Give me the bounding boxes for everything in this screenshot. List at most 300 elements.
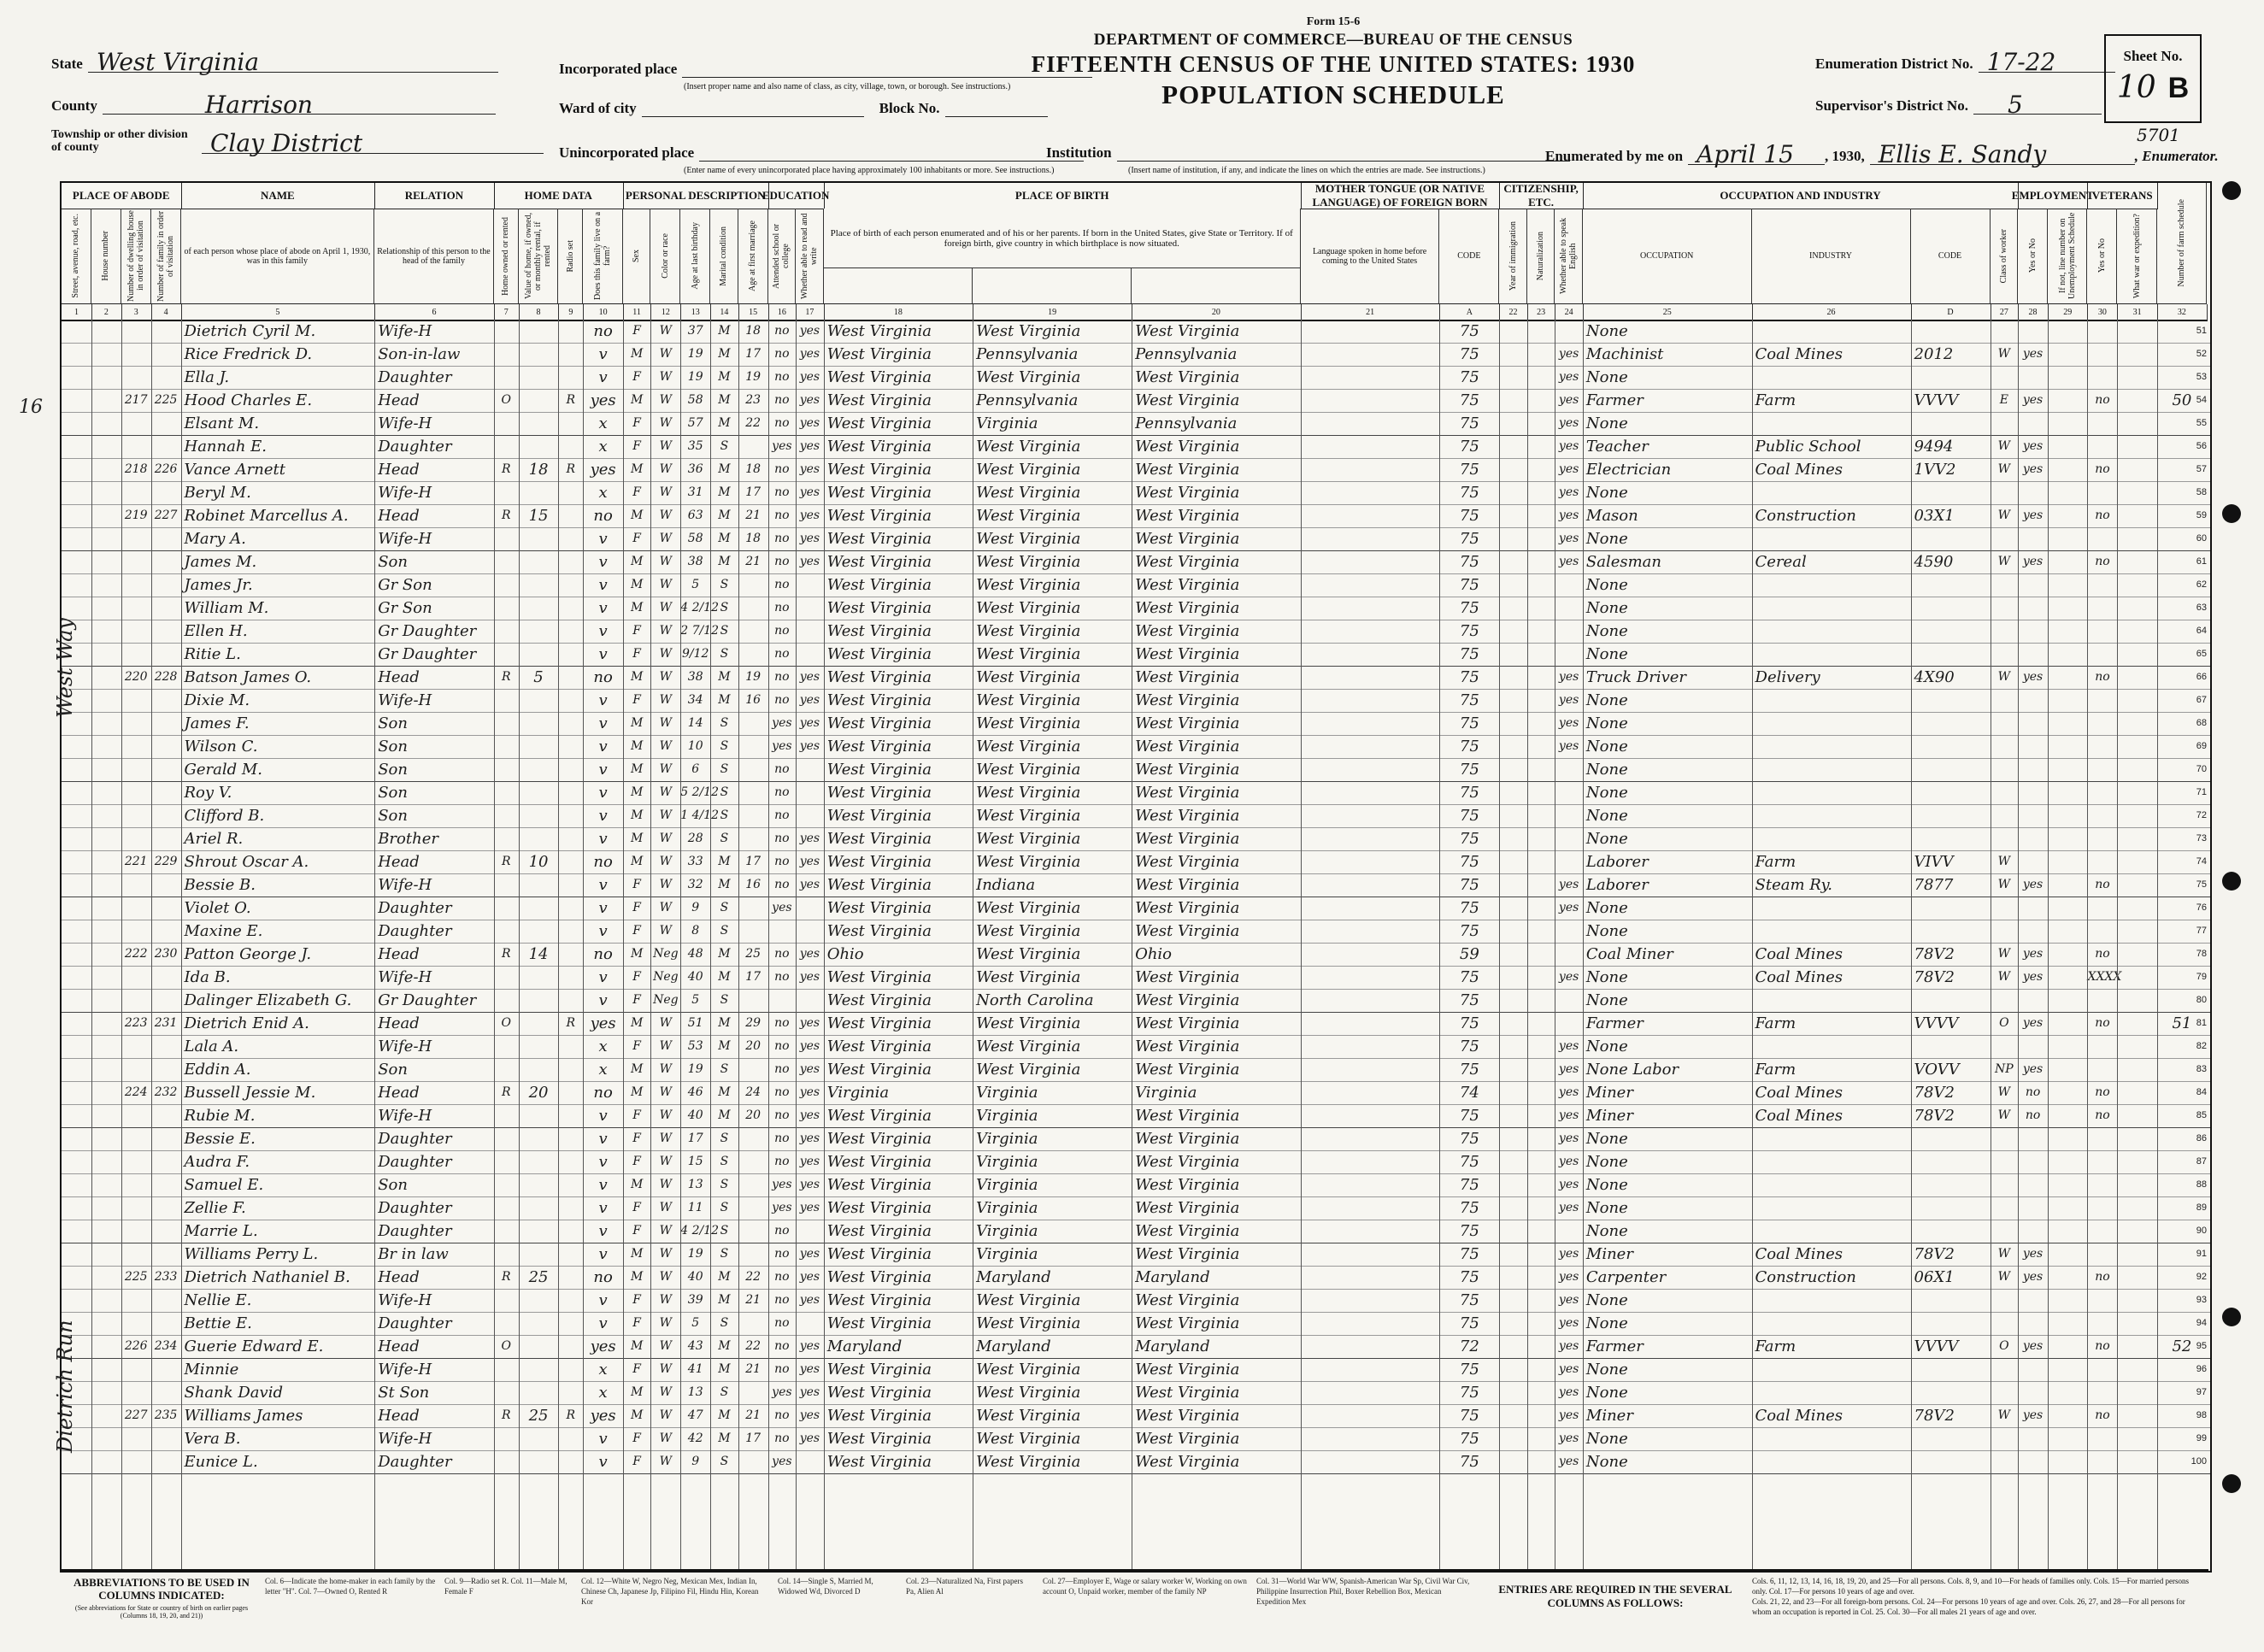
cell-mpob: West Virginia bbox=[1135, 714, 1240, 732]
cell-fpob: West Virginia bbox=[976, 899, 1081, 917]
line-number: 81 bbox=[2196, 1018, 2207, 1028]
line-number: 51 bbox=[2196, 326, 2207, 336]
cell-pob: West Virginia bbox=[826, 876, 932, 894]
cell-eng: yes bbox=[1558, 739, 1579, 753]
cell-pob: West Virginia bbox=[826, 668, 932, 686]
cell-sch: no bbox=[774, 1316, 790, 1330]
cell-fpob: West Virginia bbox=[976, 922, 1081, 940]
cell-mpob: West Virginia bbox=[1135, 668, 1240, 686]
table-row bbox=[62, 666, 2210, 690]
cell-vet: no bbox=[2095, 1085, 2110, 1099]
line-number: 71 bbox=[2196, 787, 2207, 797]
cell-cls: W bbox=[1997, 878, 2011, 891]
cell-eng: yes bbox=[1558, 1132, 1579, 1145]
cell-code: 75 bbox=[1459, 530, 1479, 548]
cell-race: W bbox=[659, 1016, 673, 1030]
cell-sex: F bbox=[632, 439, 641, 453]
cell-ocode: VVVV bbox=[1914, 1014, 1959, 1032]
abbreviations-note: (See abbreviations for State or country of birth on earlier pages (Columns 18, 19, 20, and 21)) bbox=[74, 1604, 249, 1620]
cell-emp: yes bbox=[2022, 393, 2043, 407]
cell-mpob: West Virginia bbox=[1135, 391, 1240, 409]
cell-pob: West Virginia bbox=[826, 461, 932, 479]
cell-code: 75 bbox=[1459, 1314, 1479, 1332]
abbreviations-title bbox=[72, 1576, 251, 1620]
cell-occ: Electrician bbox=[1585, 461, 1672, 479]
cell-code: 75 bbox=[1459, 899, 1479, 917]
column-header bbox=[1301, 209, 1440, 304]
cell-val: 15 bbox=[528, 507, 549, 525]
cell-dw: 220 bbox=[124, 670, 148, 684]
cell-agem: 22 bbox=[745, 1339, 762, 1353]
line-number: 64 bbox=[2196, 626, 2207, 636]
cell-code: 75 bbox=[1459, 1384, 1479, 1402]
cell-mar: M bbox=[718, 416, 731, 430]
cell-age: 43 bbox=[687, 1339, 703, 1353]
cell-race: W bbox=[659, 393, 673, 407]
cell-sch: no bbox=[774, 555, 790, 568]
column-number: 3 bbox=[121, 304, 152, 321]
table-row bbox=[62, 781, 2210, 805]
cell-rel: Son bbox=[378, 1061, 408, 1079]
cell-mar: M bbox=[718, 1270, 731, 1284]
cell-read: yes bbox=[799, 693, 820, 707]
cell-mar: S bbox=[720, 716, 729, 730]
cell-mar: M bbox=[718, 855, 731, 868]
cell-age: 51 bbox=[687, 1016, 703, 1030]
cell-occ: None bbox=[1585, 1153, 1628, 1171]
cell-read: yes bbox=[799, 1155, 820, 1168]
cell-sex: F bbox=[632, 1293, 641, 1307]
cell-read: yes bbox=[799, 1178, 820, 1191]
cell-name: Ellen H. bbox=[184, 622, 248, 640]
cell-read: yes bbox=[799, 1062, 820, 1076]
incorporated-label: Incorporated place bbox=[559, 61, 678, 77]
block-value-line bbox=[945, 99, 1048, 117]
cell-age: 5 bbox=[691, 578, 700, 591]
cell-emp: yes bbox=[2022, 878, 2043, 891]
cell-code: 75 bbox=[1459, 1176, 1479, 1194]
cell-code: 75 bbox=[1459, 599, 1479, 617]
cell-sch: no bbox=[774, 855, 790, 868]
table-row bbox=[62, 804, 2210, 828]
cell-farm: v bbox=[598, 645, 608, 663]
cell-code: 75 bbox=[1459, 622, 1479, 640]
cell-val: 20 bbox=[528, 1084, 549, 1102]
cell-name: William M. bbox=[184, 599, 269, 617]
cell-agem: 16 bbox=[745, 878, 762, 891]
cell-sch: yes bbox=[772, 1178, 792, 1191]
line-number: 59 bbox=[2196, 510, 2207, 520]
cell-farm: v bbox=[598, 1153, 608, 1171]
cell-cls: W bbox=[1997, 947, 2011, 961]
cell-rel: Br in law bbox=[378, 1245, 449, 1263]
cell-fam: 229 bbox=[154, 855, 178, 868]
cell-ocode: 06X1 bbox=[1914, 1268, 1955, 1286]
cell-rel: Son bbox=[378, 714, 408, 732]
cell-eng: yes bbox=[1558, 393, 1579, 407]
cell-eng: yes bbox=[1558, 1362, 1579, 1376]
table-row bbox=[62, 643, 2210, 667]
column-rule bbox=[583, 320, 584, 1571]
cell-fpob: Virginia bbox=[976, 1222, 1038, 1240]
table-row bbox=[62, 1289, 2210, 1313]
cell-fpob: West Virginia bbox=[976, 645, 1081, 663]
cell-sch: no bbox=[774, 416, 790, 430]
cell-agem: 25 bbox=[745, 947, 762, 961]
cell-sch: no bbox=[774, 1247, 790, 1261]
cell-agem: 19 bbox=[745, 370, 762, 384]
table-row bbox=[62, 573, 2210, 597]
cell-farm: v bbox=[598, 1176, 608, 1194]
cell-occ: Machinist bbox=[1585, 345, 1664, 363]
cell-sch: no bbox=[774, 878, 790, 891]
entries-required-title: ENTRIES ARE REQUIRED IN THE SEVERAL COLUMNS AS FOLLOWS: bbox=[1498, 1583, 1732, 1609]
column-group-header: EMPLOYMENT bbox=[2018, 183, 2088, 209]
cell-code: 75 bbox=[1459, 1130, 1479, 1148]
table-row bbox=[62, 481, 2210, 505]
column-header-text: Relationship of this person to the head of the family bbox=[377, 246, 491, 266]
cell-code: 75 bbox=[1459, 968, 1479, 986]
column-header bbox=[710, 209, 738, 304]
sheet-letter: B bbox=[2167, 72, 2190, 104]
table-row bbox=[62, 1335, 2210, 1359]
institution-instructions: (Insert name of institution, if any, and indicate the lines on which the entries are made. See instructions.) bbox=[1128, 166, 1485, 175]
cell-sch: no bbox=[774, 462, 790, 476]
stamp-number: 5701 bbox=[2137, 125, 2180, 145]
cell-age: 17 bbox=[687, 1132, 703, 1145]
cell-rel: Daughter bbox=[378, 922, 452, 940]
cell-age: 9 bbox=[691, 1455, 700, 1468]
column-header-text: Year of immigration bbox=[1508, 220, 1518, 291]
cell-fam: 232 bbox=[154, 1085, 178, 1099]
cell-ind: Coal Mines bbox=[1755, 1245, 1844, 1263]
cell-ocode: 4X90 bbox=[1914, 668, 1955, 686]
cell-rel: Daughter bbox=[378, 1222, 452, 1240]
table-row bbox=[62, 343, 2210, 367]
column-number: 26 bbox=[1752, 304, 1912, 321]
cell-code: 74 bbox=[1459, 1084, 1479, 1102]
column-header bbox=[1991, 209, 2019, 304]
column-header bbox=[1752, 209, 1911, 304]
column-number: 21 bbox=[1301, 304, 1441, 321]
cell-name: Zellie F. bbox=[184, 1199, 246, 1217]
table-row bbox=[62, 1058, 2210, 1082]
cell-mar: M bbox=[718, 485, 731, 499]
cell-vet: no bbox=[2095, 1016, 2110, 1030]
cell-vet: no bbox=[2095, 947, 2110, 961]
cell-farm: x bbox=[598, 1061, 608, 1079]
enum-district-label: Enumeration District No. bbox=[1815, 56, 1973, 72]
cell-eng: yes bbox=[1558, 1062, 1579, 1076]
cell-mpob: West Virginia bbox=[1135, 1245, 1240, 1263]
cell-read: yes bbox=[799, 509, 820, 522]
cell-sch: no bbox=[774, 1339, 790, 1353]
cell-emp: yes bbox=[2022, 1062, 2043, 1076]
cell-age: 4 2/12 bbox=[680, 601, 720, 614]
cell-fpob: West Virginia bbox=[976, 599, 1081, 617]
cell-sex: F bbox=[632, 1316, 641, 1330]
cell-fpob: West Virginia bbox=[976, 507, 1081, 525]
cell-mar: M bbox=[718, 393, 731, 407]
cell-code: 75 bbox=[1459, 738, 1479, 755]
cell-dw: 225 bbox=[124, 1270, 148, 1284]
cell-sex: F bbox=[632, 647, 641, 661]
cell-fpob: West Virginia bbox=[976, 368, 1081, 386]
column-header bbox=[796, 209, 824, 304]
cell-val: 5 bbox=[533, 668, 544, 686]
column-header-text: Radio set bbox=[565, 239, 575, 273]
cell-code: 75 bbox=[1459, 1268, 1479, 1286]
cell-rel: Head bbox=[378, 507, 420, 525]
cell-cls: W bbox=[1997, 855, 2011, 868]
cell-occ: None bbox=[1585, 1453, 1628, 1471]
supervisor-label: Supervisor's District No. bbox=[1815, 97, 1968, 114]
cell-ocode: 03X1 bbox=[1914, 507, 1955, 525]
cell-mar: M bbox=[718, 1016, 731, 1030]
cell-pob: West Virginia bbox=[826, 1291, 932, 1309]
cell-name: Rubie M. bbox=[184, 1107, 256, 1125]
cell-mar: S bbox=[720, 993, 729, 1007]
cell-eng: yes bbox=[1558, 1155, 1579, 1168]
cell-sch: no bbox=[774, 647, 790, 661]
cell-name: Beryl M. bbox=[184, 484, 251, 502]
cell-eng: yes bbox=[1558, 509, 1579, 522]
cell-radio: R bbox=[566, 462, 576, 476]
cell-eng: yes bbox=[1558, 462, 1579, 476]
cell-rel: Head bbox=[378, 461, 420, 479]
cell-rel: Daughter bbox=[378, 1130, 452, 1148]
punch-hole bbox=[2222, 1474, 2241, 1493]
cell-farm: no bbox=[593, 945, 613, 963]
cell-code: 75 bbox=[1459, 438, 1479, 456]
cell-cls: W bbox=[1997, 555, 2011, 568]
table-row bbox=[62, 735, 2210, 759]
supervisor-value: 5 bbox=[1973, 91, 2102, 115]
cell-mar: M bbox=[718, 970, 731, 984]
table-row bbox=[62, 989, 2210, 1013]
cell-agem: 21 bbox=[745, 509, 762, 522]
cell-code: 75 bbox=[1459, 991, 1479, 1009]
cell-fpob: West Virginia bbox=[976, 438, 1081, 456]
cell-emp: yes bbox=[2022, 555, 2043, 568]
cell-mar: M bbox=[718, 1039, 731, 1053]
cell-fam: 233 bbox=[154, 1270, 178, 1284]
cell-fpob: West Virginia bbox=[976, 668, 1081, 686]
column-number: 22 bbox=[1499, 304, 1528, 321]
cell-sex: F bbox=[632, 1039, 641, 1053]
table-row bbox=[62, 1358, 2210, 1382]
cell-mpob: West Virginia bbox=[1135, 1130, 1240, 1148]
cell-ind: Coal Mines bbox=[1755, 1407, 1844, 1425]
cell-fpob: West Virginia bbox=[976, 1038, 1081, 1055]
column-number: 31 bbox=[2117, 304, 2158, 321]
column-rule bbox=[1527, 320, 1528, 1571]
line-number: 91 bbox=[2196, 1249, 2207, 1259]
cell-rel: Wife-H bbox=[378, 1291, 432, 1309]
cell-cls: O bbox=[1999, 1339, 2009, 1353]
column-group-header: PLACE OF ABODE bbox=[62, 183, 182, 209]
cell-age: 15 bbox=[687, 1155, 703, 1168]
column-number: 8 bbox=[519, 304, 560, 321]
column-number: D bbox=[1911, 304, 1991, 321]
cell-read: yes bbox=[799, 485, 820, 499]
cell-race: W bbox=[659, 601, 673, 614]
cell-read: yes bbox=[799, 716, 820, 730]
cell-name: Batson James O. bbox=[184, 668, 312, 686]
line-number: 95 bbox=[2196, 1341, 2207, 1351]
cell-name: Williams James bbox=[184, 1407, 303, 1425]
cell-ind: Construction bbox=[1755, 1268, 1856, 1286]
cell-mar: M bbox=[718, 1362, 731, 1376]
cell-fpob: West Virginia bbox=[976, 1014, 1081, 1032]
cell-read: yes bbox=[799, 439, 820, 453]
cell-fpob: West Virginia bbox=[976, 461, 1081, 479]
cell-val: 14 bbox=[528, 945, 549, 963]
entries-required-notes bbox=[1752, 1576, 2196, 1617]
cell-sch: no bbox=[774, 485, 790, 499]
cell-eng: yes bbox=[1558, 347, 1579, 361]
cell-fpob: Virginia bbox=[976, 414, 1038, 432]
sheet-label: Sheet No. bbox=[2123, 48, 2183, 64]
table-row bbox=[62, 458, 2210, 482]
cell-code: 75 bbox=[1459, 345, 1479, 363]
cell-mpob: West Virginia bbox=[1135, 853, 1240, 871]
cell-rel: Son bbox=[378, 784, 408, 802]
cell-sch: yes bbox=[772, 1385, 792, 1399]
cell-race: W bbox=[659, 1155, 673, 1168]
cell-age: 40 bbox=[687, 970, 703, 984]
cell-cls: NP bbox=[1994, 1062, 2014, 1076]
table-row bbox=[62, 920, 2210, 944]
cell-code: 75 bbox=[1459, 1245, 1479, 1263]
column-header-text: Marital condition bbox=[719, 226, 729, 286]
enumerated-label: Enumerated by me on bbox=[1545, 148, 1684, 164]
street-note-dietrich-run: Dietrich Run bbox=[53, 1320, 77, 1453]
table-row bbox=[62, 1127, 2210, 1151]
column-header-text: CODE bbox=[1457, 251, 1481, 261]
line-number: 75 bbox=[2196, 879, 2207, 890]
cell-age: 5 2/12 bbox=[680, 785, 720, 799]
table-row bbox=[62, 873, 2210, 897]
cell-farm: yes bbox=[590, 1014, 616, 1032]
cell-sch: no bbox=[774, 532, 790, 545]
cell-farm: v bbox=[598, 553, 608, 571]
cell-pob: West Virginia bbox=[826, 853, 932, 871]
cell-read: yes bbox=[799, 832, 820, 845]
cell-vet: no bbox=[2095, 1339, 2110, 1353]
column-header bbox=[1911, 209, 1991, 304]
column-number: 25 bbox=[1583, 304, 1753, 321]
cell-sex: M bbox=[630, 947, 644, 961]
table-row bbox=[62, 1012, 2210, 1036]
cell-rel: Wife-H bbox=[378, 968, 432, 986]
column-header bbox=[374, 209, 494, 304]
cell-pob: West Virginia bbox=[826, 553, 932, 571]
cell-own: O bbox=[501, 393, 511, 407]
cell-occ: None bbox=[1585, 1430, 1628, 1448]
cell-farm: v bbox=[598, 1430, 608, 1448]
cell-pob: West Virginia bbox=[826, 1222, 932, 1240]
cell-fam: 231 bbox=[154, 1016, 178, 1030]
line-number: 61 bbox=[2196, 556, 2207, 567]
cell-farm: x bbox=[598, 1384, 608, 1402]
cell-own: R bbox=[501, 670, 511, 684]
cell-rel: Son bbox=[378, 553, 408, 571]
cell-pob: West Virginia bbox=[826, 1130, 932, 1148]
line-number: 87 bbox=[2196, 1156, 2207, 1167]
line-number: 82 bbox=[2196, 1041, 2207, 1051]
cell-eng: yes bbox=[1558, 1039, 1579, 1053]
column-header-text: Value of home, if owned, or monthly rental, if rented bbox=[524, 212, 553, 300]
line-number: 52 bbox=[2196, 349, 2207, 359]
cell-farm: v bbox=[598, 968, 608, 986]
cell-race: W bbox=[659, 693, 673, 707]
cell-mar: S bbox=[720, 739, 729, 753]
cell-mpob: West Virginia bbox=[1135, 738, 1240, 755]
cell-rel: Son-in-law bbox=[378, 345, 461, 363]
cell-dw: 227 bbox=[124, 1408, 148, 1422]
cell-sex: F bbox=[632, 693, 641, 707]
cell-name: Mary A. bbox=[184, 530, 246, 548]
cell-race: W bbox=[659, 1062, 673, 1076]
cell-fpob: Maryland bbox=[976, 1337, 1051, 1355]
cell-rel: Wife-H bbox=[378, 530, 432, 548]
cell-rel: Wife-H bbox=[378, 1038, 432, 1055]
line-number: 77 bbox=[2196, 926, 2207, 936]
line-number: 88 bbox=[2196, 1179, 2207, 1190]
column-rule bbox=[650, 320, 651, 1571]
column-number: 24 bbox=[1555, 304, 1584, 321]
cell-age: 4 2/12 bbox=[680, 1224, 720, 1238]
cell-race: W bbox=[659, 1201, 673, 1214]
column-number: 5 bbox=[181, 304, 376, 321]
township-value: Clay District bbox=[202, 129, 544, 154]
cell-rel: Son bbox=[378, 1176, 408, 1194]
cell-pob: West Virginia bbox=[826, 576, 932, 594]
column-header bbox=[494, 209, 519, 304]
cell-own: O bbox=[501, 1339, 511, 1353]
cell-fpob: West Virginia bbox=[976, 1361, 1081, 1379]
table-row bbox=[62, 943, 2210, 967]
cell-pob: West Virginia bbox=[826, 1453, 932, 1471]
cell-code: 75 bbox=[1459, 1453, 1479, 1471]
punch-hole bbox=[2222, 181, 2241, 200]
cell-code: 72 bbox=[1459, 1337, 1479, 1355]
cell-age: 58 bbox=[687, 532, 703, 545]
line-number: 62 bbox=[2196, 579, 2207, 590]
cell-name: Shrout Oscar A. bbox=[184, 853, 309, 871]
cell-sch: no bbox=[774, 509, 790, 522]
column-rule bbox=[151, 320, 152, 1571]
cell-age: 37 bbox=[687, 324, 703, 338]
cell-pob: West Virginia bbox=[826, 1268, 932, 1286]
line-number: 94 bbox=[2196, 1318, 2207, 1328]
cell-name: Rice Fredrick D. bbox=[184, 345, 313, 363]
cell-code: 75 bbox=[1459, 1199, 1479, 1217]
cell-occ: None bbox=[1585, 968, 1628, 986]
column-header bbox=[768, 209, 797, 304]
cell-sex: M bbox=[630, 1178, 644, 1191]
cell-read: yes bbox=[799, 1039, 820, 1053]
cell-eng: yes bbox=[1558, 439, 1579, 453]
cell-mpob: Pennsylvania bbox=[1135, 414, 1238, 432]
cell-name: Dietrich Nathaniel B. bbox=[184, 1268, 350, 1286]
column-header bbox=[1439, 209, 1499, 304]
cell-sex: F bbox=[632, 924, 641, 938]
cell-ocode: 78V2 bbox=[1914, 1107, 1955, 1125]
cell-pob: West Virginia bbox=[826, 414, 932, 432]
cell-age: 28 bbox=[687, 832, 703, 845]
